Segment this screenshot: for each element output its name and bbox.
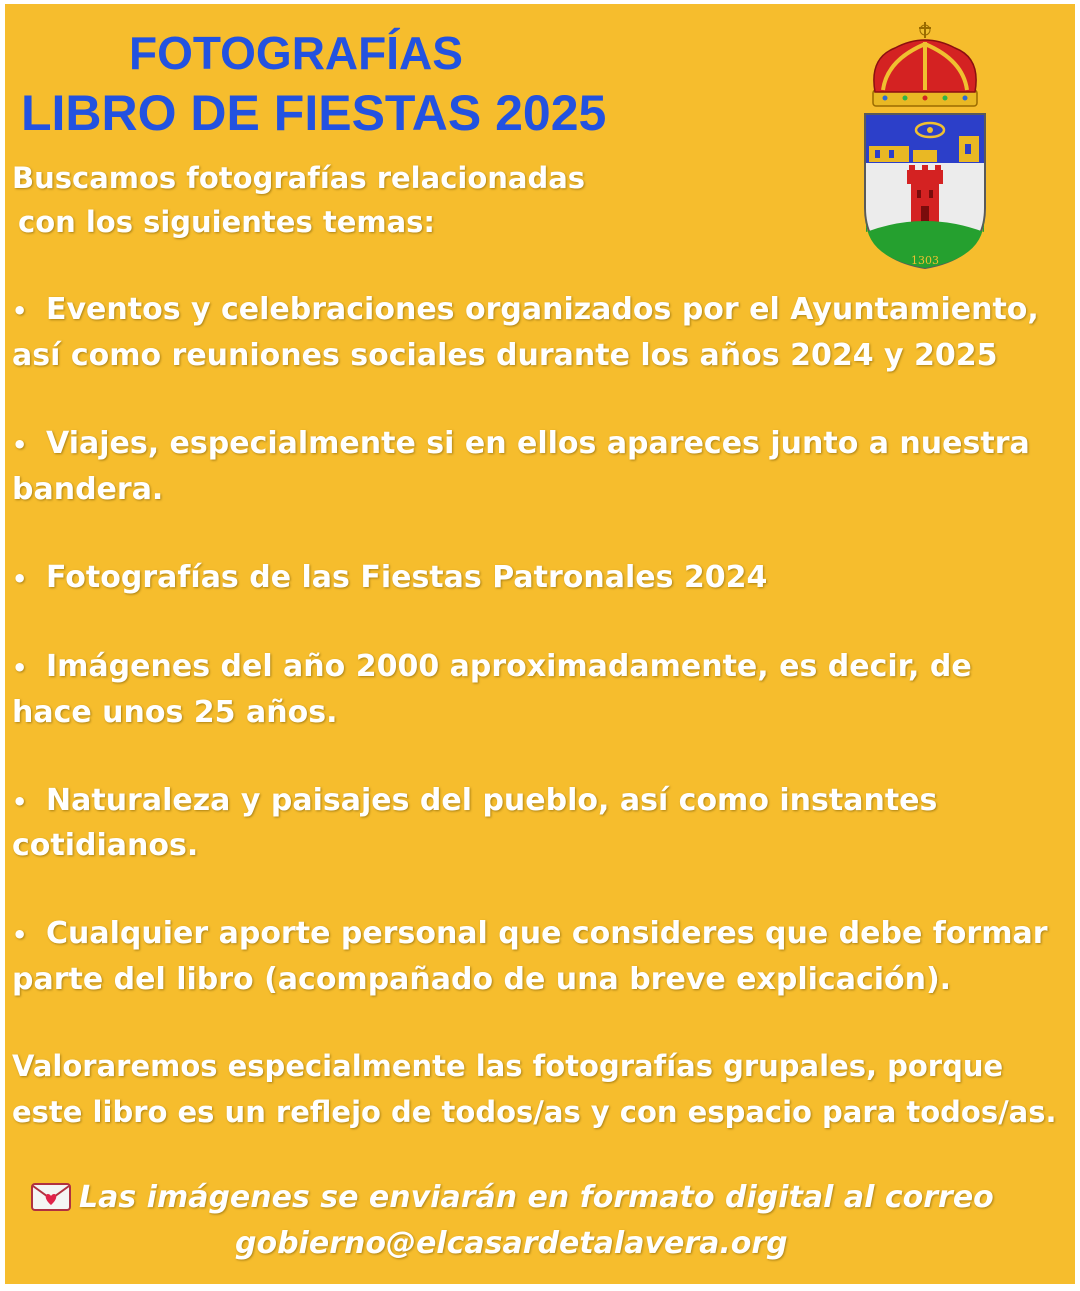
list-item xyxy=(12,287,1039,334)
coat-of-arms-icon xyxy=(855,18,995,274)
title-line-2: LIBRO DE FIESTAS 2025 xyxy=(21,85,607,141)
item-2-line-1: Viajes, especialmente si en ellos apareces junto a nuestra xyxy=(46,426,1030,461)
footer-text: Las imágenes se enviarán en formato digital al correo xyxy=(79,1180,994,1215)
item-4-line-1: Imágenes del año 2000 aproximadamente, es decir, de xyxy=(46,649,972,684)
love-letter-icon xyxy=(31,1183,71,1211)
item-3-line-1: Fotografías de las Fiestas Patronales 2024 xyxy=(46,560,768,595)
item-6-line-1: Cualquier aporte personal que consideres que debe formar xyxy=(46,916,1048,951)
closing-line-1: Valoraremos especialmente las fotografías grupales, porque xyxy=(12,1049,1004,1083)
footer-line-1 xyxy=(31,1180,994,1215)
intro-line-1: Buscamos fotografías relacionadas xyxy=(12,161,586,195)
list-item xyxy=(12,421,1030,468)
bullet: • xyxy=(12,431,28,459)
item-6-line-2: parte del libro (acompañado de una breve explicación). xyxy=(12,962,952,997)
item-5-line-2: cotidianos. xyxy=(12,828,199,863)
bullet: • xyxy=(12,654,28,682)
poster xyxy=(5,4,1075,1284)
bullet: • xyxy=(12,921,28,949)
list-item xyxy=(12,644,972,691)
closing-line-2: este libro es un reflejo de todos/as y con espacio para todos/as. xyxy=(12,1095,1057,1129)
list-item xyxy=(12,555,767,602)
title-line-1: FOTOGRAFÍAS xyxy=(129,27,463,79)
email-address[interactable]: gobierno@elcasardetalavera.org xyxy=(235,1226,788,1261)
item-5-line-1: Naturaleza y paisajes del pueblo, así como instantes xyxy=(46,783,938,818)
intro-line-2: con los siguientes temas: xyxy=(18,205,436,239)
list-item xyxy=(12,778,937,825)
bullet: • xyxy=(12,297,28,325)
item-2-line-2: bandera. xyxy=(12,472,164,507)
item-1-line-2: así como reuniones sociales durante los años 2024 y 2025 xyxy=(12,338,998,373)
crest-year: 1303 xyxy=(911,254,939,267)
item-1-line-1: Eventos y celebraciones organizados por el Ayuntamiento, xyxy=(46,292,1039,327)
list-item xyxy=(12,911,1048,958)
bullet: • xyxy=(12,788,28,816)
item-4-line-2: hace unos 25 años. xyxy=(12,695,338,730)
bullet: • xyxy=(12,565,28,593)
